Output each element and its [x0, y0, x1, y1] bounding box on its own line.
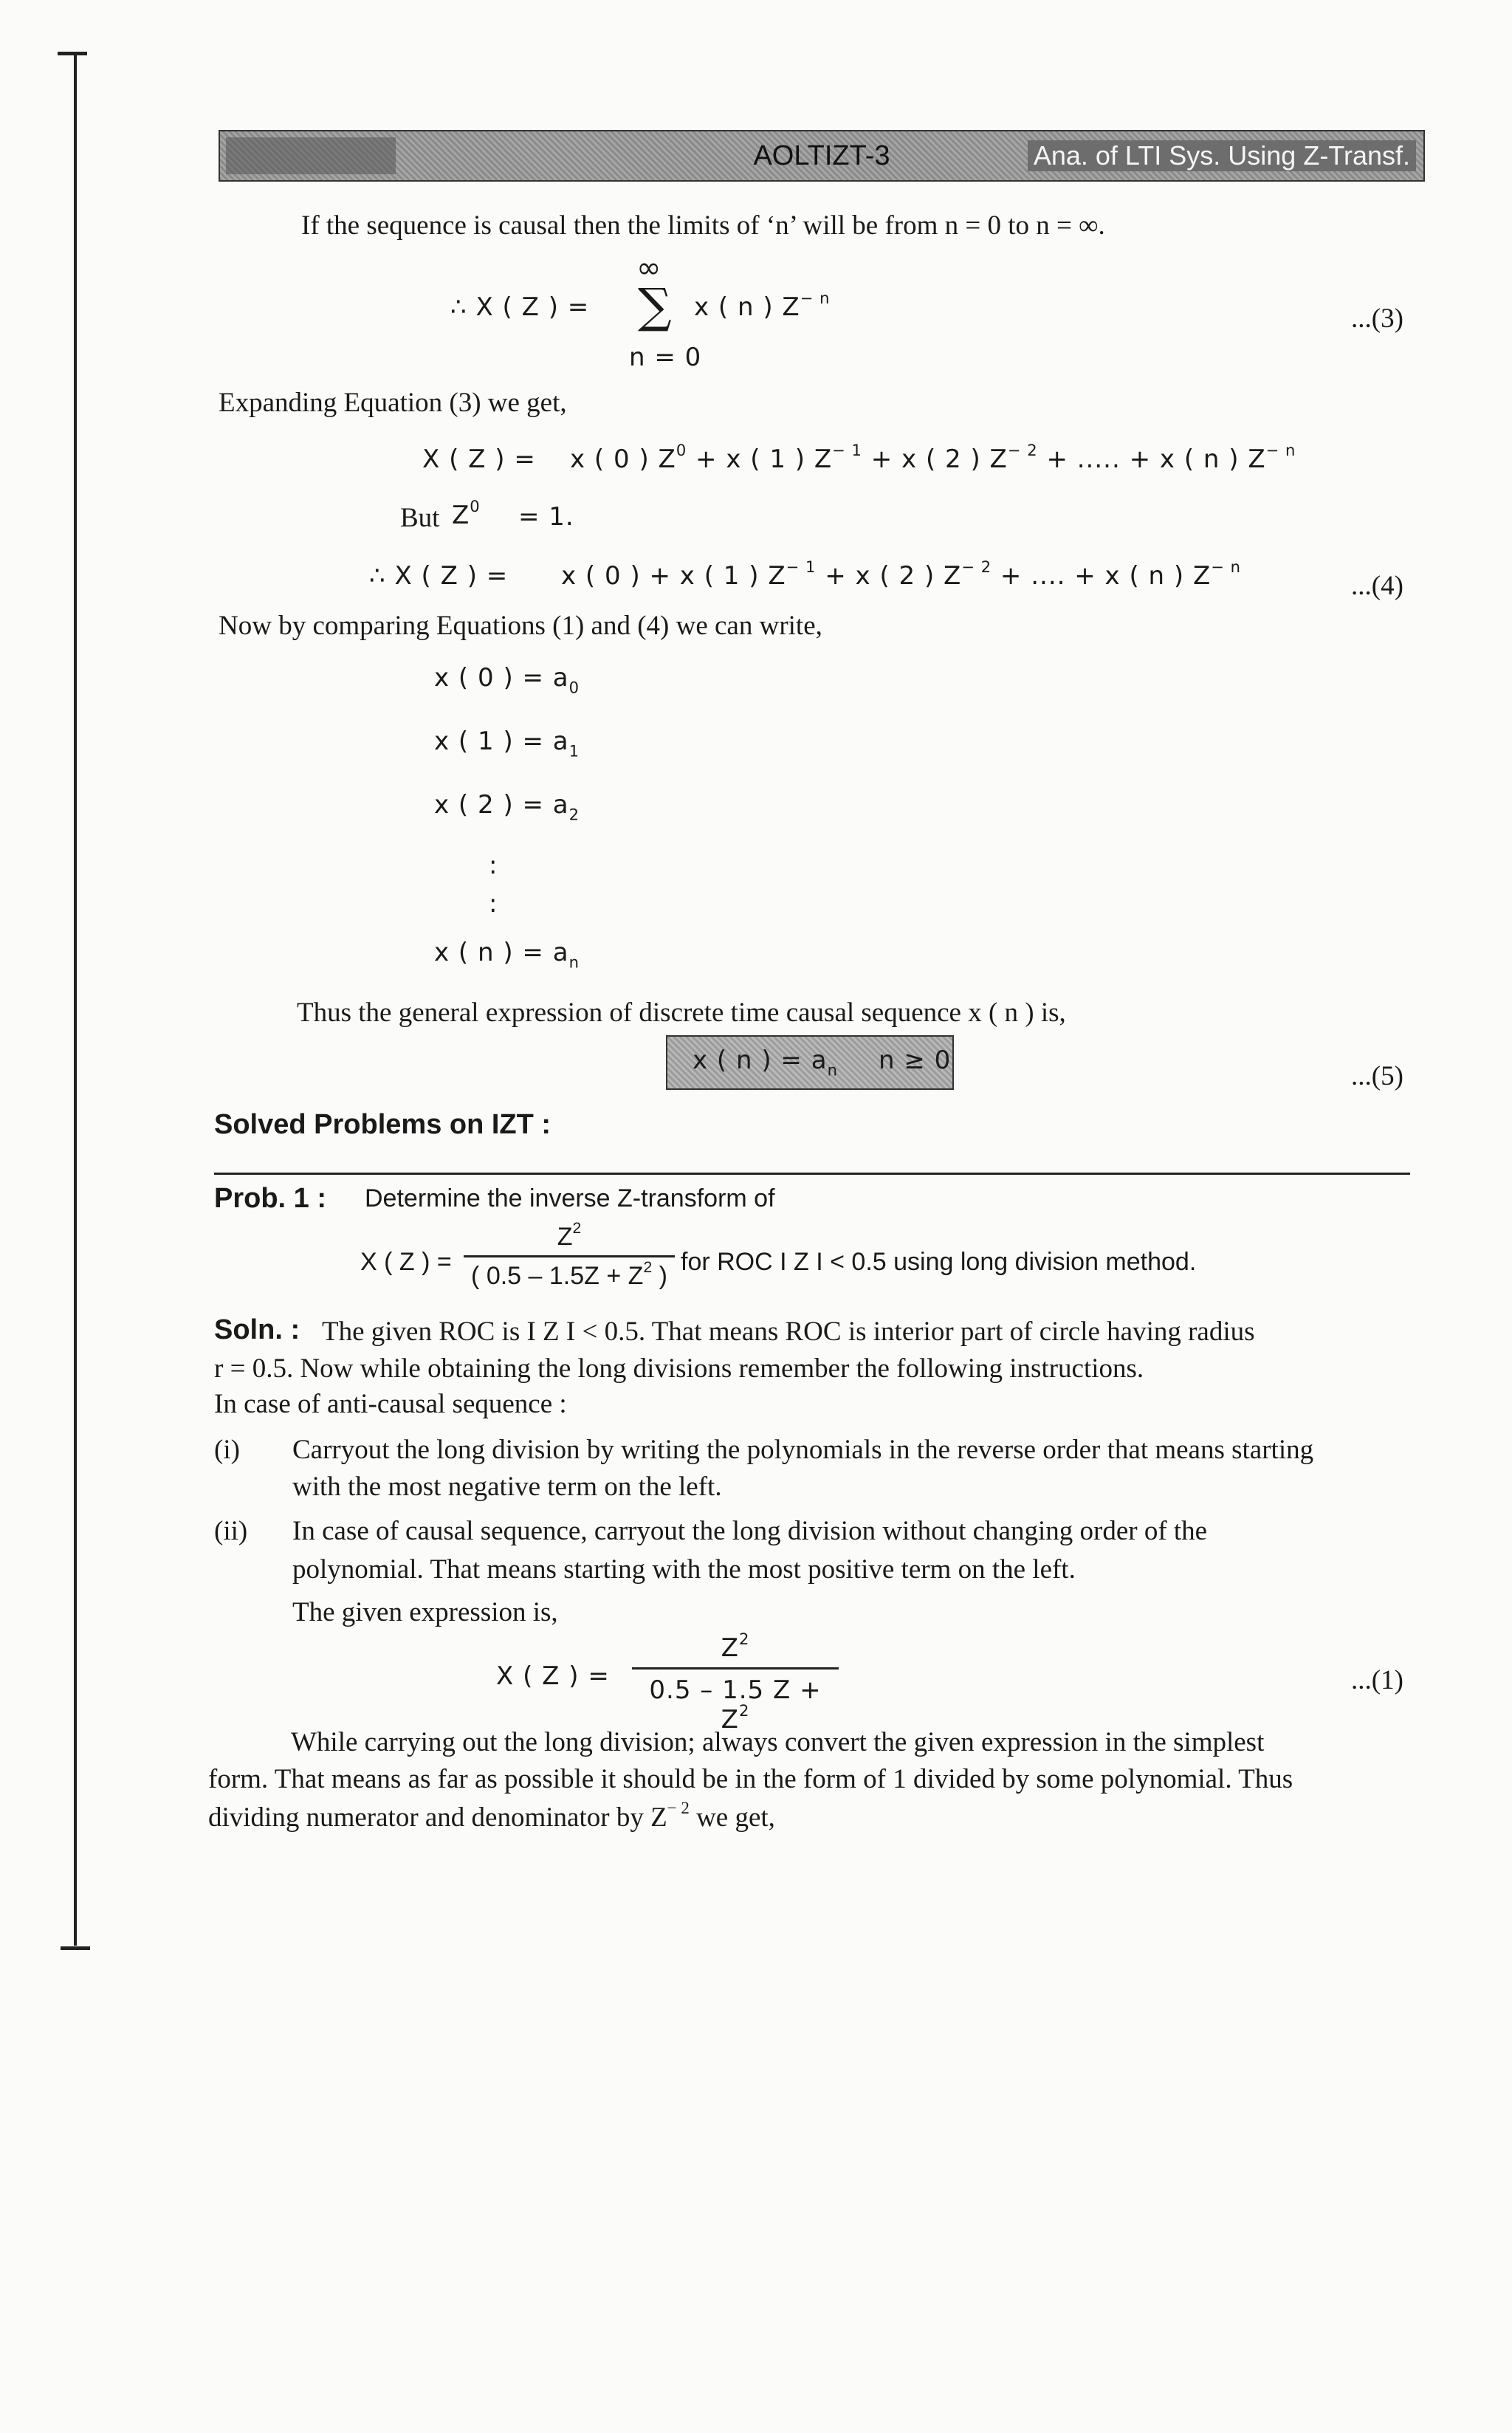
result-box [666, 1035, 954, 1090]
eq3-lhs: ∴ X ( Z ) = [450, 292, 590, 322]
page-header [219, 130, 1425, 182]
problem-fraction [464, 1220, 675, 1291]
eq4-number: ...(4) [1351, 571, 1403, 601]
problem-fraction-bar [464, 1255, 675, 1257]
result-box-condition: n ≥ 0 [879, 1046, 952, 1075]
eq1-fraction [632, 1630, 839, 1734]
eq1-lhs: X ( Z ) = [496, 1661, 610, 1691]
eq5-number: ...(5) [1351, 1061, 1403, 1091]
vertical-dots-2: : [489, 889, 498, 919]
coef-x0: x ( 0 ) = $a_0$ [434, 663, 580, 697]
item-2-marker: (ii) [214, 1516, 248, 1546]
header-title: AOLTIZT-3 [753, 140, 890, 171]
item-1-line-2: with the most negative term on the left. [292, 1472, 722, 1502]
section-rule [214, 1173, 1410, 1175]
eq1-numerator: $Z^2$ [721, 1630, 750, 1663]
eq1-number: ...(1) [1351, 1665, 1403, 1695]
eq4-rhs: x ( 0 ) + x ( 1 ) $Z^{- 1} + x$ ( 2 ) $Z^{- 2}$ + .... + x ( n ) $Z^{- n}$ [561, 557, 1242, 591]
problem-label: Prob. 1 : [214, 1183, 327, 1214]
coef-xn: x ( n ) = $a_n$ [434, 938, 580, 972]
expand-lhs: X ( Z ) = [422, 445, 536, 474]
solution-line-1: The given ROC is I Z I < 0.5. That means ROC is interior part of circle having radius [322, 1317, 1255, 1347]
item-2-line-1: In case of causal sequence, carryout the long division without changing order of the [292, 1516, 1208, 1546]
but-label: But [400, 503, 440, 533]
causal-intro: If the sequence is causal then the limits of ‘n’ will be from n = 0 to n = ∞. [301, 210, 1105, 241]
comparing-text: Now by comparing Equations (1) and (4) we can write, [219, 611, 822, 641]
result-box-expression: x ( n ) = $a_n$ [693, 1046, 838, 1080]
coef-x2: x ( 2 ) = $a_2$ [434, 790, 580, 824]
binding-edge-bottom [61, 1946, 90, 1950]
problem-numerator: $Z^2$ [557, 1220, 582, 1251]
paragraph-line-3: dividing numerator and denominator by $Z^{- 2}$ we get, [208, 1798, 775, 1833]
binding-edge-top [58, 52, 87, 55]
binding-edge [74, 55, 77, 1946]
solution-line-2: r = 0.5. Now while obtaining the long divisions remember the following instructions. [214, 1353, 1144, 1384]
item-2-line-2: polynomial. That means starting with the most positive term on the left. [292, 1554, 1076, 1585]
eq3-number: ...(3) [1351, 303, 1403, 334]
eq3-term: x ( n ) $Z^{- n}$ [694, 289, 831, 322]
general-expression-text: Thus the general expression of discrete time causal sequence x ( n ) is, [297, 998, 1066, 1028]
summation-symbol: ∑ [638, 279, 672, 334]
sum-lower-limit: n = 0 [629, 343, 702, 372]
solution-line-3: In case of anti-causal sequence : [214, 1389, 567, 1419]
sum-upper-limit: ∞ [636, 251, 662, 285]
paragraph-line-2: form. That means as far as possible it should be in the form of 1 divided by some polynomial. Thus [208, 1764, 1293, 1794]
expand-rhs: x ( 0 ) $Z^0 + x$ ( 1 ) $Z^{- 1} + x$ ( 2 ) $Z^{- 2}$ + ..... + x ( n ) $Z^{- n}$ [570, 441, 1296, 474]
header-chapter-title: Ana. of LTI Sys. Using Z-Transf. [1028, 140, 1416, 171]
solution-label: Soln. : [214, 1314, 300, 1345]
eq1-denominator: 0.5 – 1.5 $Z + Z^2$ [649, 1675, 822, 1734]
z0-term: $Z^0$ [452, 497, 481, 530]
section-title: Solved Problems on IZT : [214, 1109, 551, 1140]
paragraph-line-1: While carrying out the long division; always convert the given expression in the simplest [291, 1727, 1265, 1757]
eq1-fraction-bar [632, 1667, 839, 1670]
problem-text: Determine the inverse Z-transform of [365, 1184, 775, 1212]
given-expression-text: The given expression is, [292, 1597, 558, 1627]
eq4-lhs: ∴ X ( Z ) = [369, 561, 509, 591]
coef-x1: x ( 1 ) = $a_1$ [434, 727, 580, 761]
item-1-line-1: Carryout the long division by writing the polynomials in the reverse order that means starting [292, 1435, 1314, 1465]
problem-condition: for ROC I Z I < 0.5 using long division method. [681, 1248, 1197, 1276]
problem-lhs: X ( Z ) = [360, 1248, 452, 1276]
vertical-dots-1: : [489, 851, 498, 880]
item-1-marker: (i) [214, 1435, 240, 1465]
but-rhs: = 1. [518, 502, 574, 532]
expanding-text: Expanding Equation (3) we get, [219, 388, 567, 418]
problem-denominator: ( $0.5 - 1.5Z + Z^2$ ) [471, 1259, 667, 1290]
